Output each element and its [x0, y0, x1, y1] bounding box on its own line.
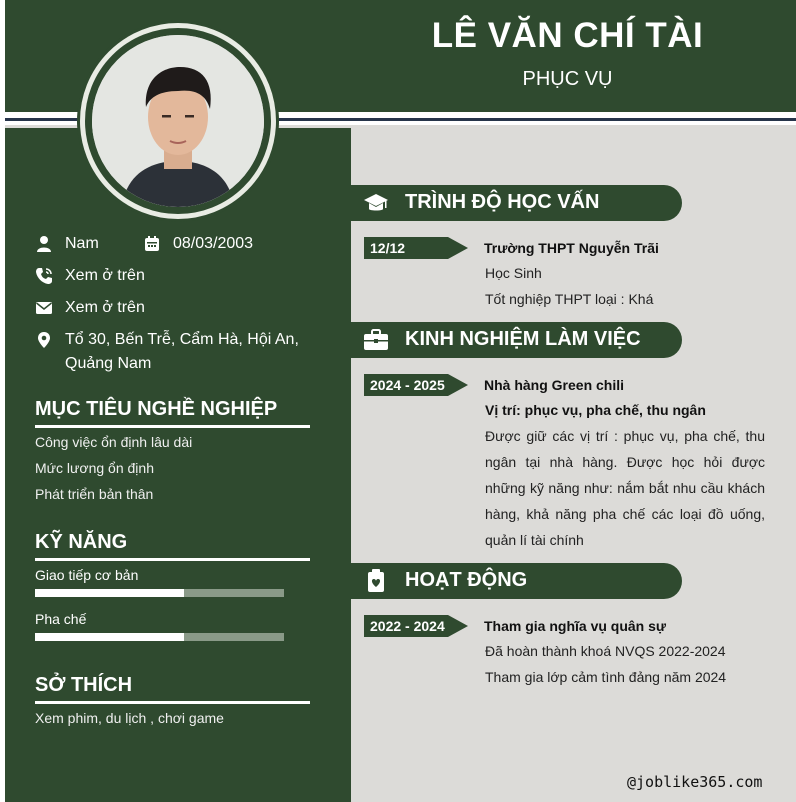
- calendar-icon: [143, 235, 161, 253]
- birthdate-value: 08/03/2003: [173, 235, 254, 252]
- briefcase-icon: [363, 327, 389, 353]
- graduation-cap-icon: [363, 190, 389, 216]
- education-title: TRÌNH ĐỘ HỌC VẤN: [405, 191, 600, 213]
- education-line: Tốt nghiệp THPT loại : Khá: [485, 291, 654, 307]
- avatar: [92, 35, 264, 207]
- hobbies-text: Xem phim, du lịch , chơi game: [35, 710, 224, 726]
- activities-line: Tham gia lớp cảm tình đảng năm 2024: [485, 669, 727, 685]
- phone-icon: [35, 267, 53, 285]
- activities-name: Tham gia nghĩa vụ quân sự: [484, 618, 667, 634]
- avatar-frame: [80, 23, 276, 219]
- phone-row: [35, 264, 145, 288]
- objective-title: MỤC TIÊU NGHỀ NGHIỆP: [35, 398, 310, 428]
- experience-position: Vị trí: phục vụ, pha chế, thu ngân: [485, 402, 706, 418]
- email-row: [35, 296, 145, 320]
- activities-title: HOẠT ĐỘNG: [405, 569, 528, 591]
- skills-title: KỸ NĂNG: [35, 531, 310, 561]
- objective-item: Phát triển bản thân: [35, 486, 154, 502]
- education-school: Trường THPT Nguyễn Trãi: [484, 240, 659, 256]
- phone-value: Xem ở trên: [65, 267, 145, 284]
- user-icon: [35, 235, 53, 253]
- education-date: 12/12: [364, 237, 448, 259]
- watermark: @joblike365.com: [627, 773, 763, 791]
- resume-page: [5, 0, 796, 802]
- candidate-position: PHỤC VỤ: [522, 68, 613, 90]
- gender-row: [35, 232, 99, 256]
- address-line-2: Quảng Nam: [65, 355, 152, 372]
- education-section-header: [351, 185, 682, 221]
- skill-level-fill: [35, 633, 184, 641]
- date-tag-arrow: [448, 615, 468, 637]
- address-value: [65, 328, 299, 376]
- envelope-icon: [35, 299, 53, 317]
- candidate-name: LÊ VĂN CHÍ TÀI: [431, 16, 704, 55]
- birthdate-row: [143, 232, 253, 256]
- experience-company: Nhà hàng Green chili: [484, 377, 625, 393]
- skill-name: Giao tiếp cơ bản: [35, 567, 139, 583]
- gender-value: Nam: [65, 235, 99, 252]
- experience-date: 2024 - 2025: [364, 374, 448, 396]
- address-row: [35, 328, 299, 376]
- skill-bar: [35, 589, 284, 597]
- objective-item: Mức lương ổn định: [35, 460, 154, 476]
- date-tag-arrow: [448, 374, 468, 396]
- skill-level-fill: [35, 589, 184, 597]
- hobbies-title: SỞ THÍCH: [35, 674, 310, 704]
- activities-section-header: [351, 563, 682, 599]
- experience-title: KINH NGHIỆM LÀM VIỆC: [405, 328, 641, 350]
- map-pin-icon: [35, 331, 53, 349]
- skill-bar: [35, 633, 284, 641]
- date-tag-arrow: [448, 237, 468, 259]
- experience-description: Được giữ các vị trí : phục vụ, pha chế, thu ngân tại nhà hàng. Được học hỏi được những kỹ năng như: nắm bắt nhu cầu khách hàng, khả năng pha chế các loại đồ uống, quản lí tài chính: [485, 428, 765, 548]
- experience-section-header: [351, 322, 682, 358]
- email-value: Xem ở trên: [65, 299, 145, 316]
- education-line: Học Sinh: [485, 265, 542, 281]
- activities-line: Đã hoàn thành khoá NVQS 2022-2024: [485, 643, 726, 659]
- address-line-1: Tổ 30, Bến Trễ, Cẩm Hà, Hội An,: [65, 331, 299, 348]
- skill-name: Pha chế: [35, 611, 87, 627]
- badge-heart-icon: [363, 568, 389, 594]
- objective-item: Công việc ổn định lâu dài: [35, 434, 193, 450]
- sidebar: [5, 128, 351, 802]
- activities-date: 2022 - 2024: [364, 615, 448, 637]
